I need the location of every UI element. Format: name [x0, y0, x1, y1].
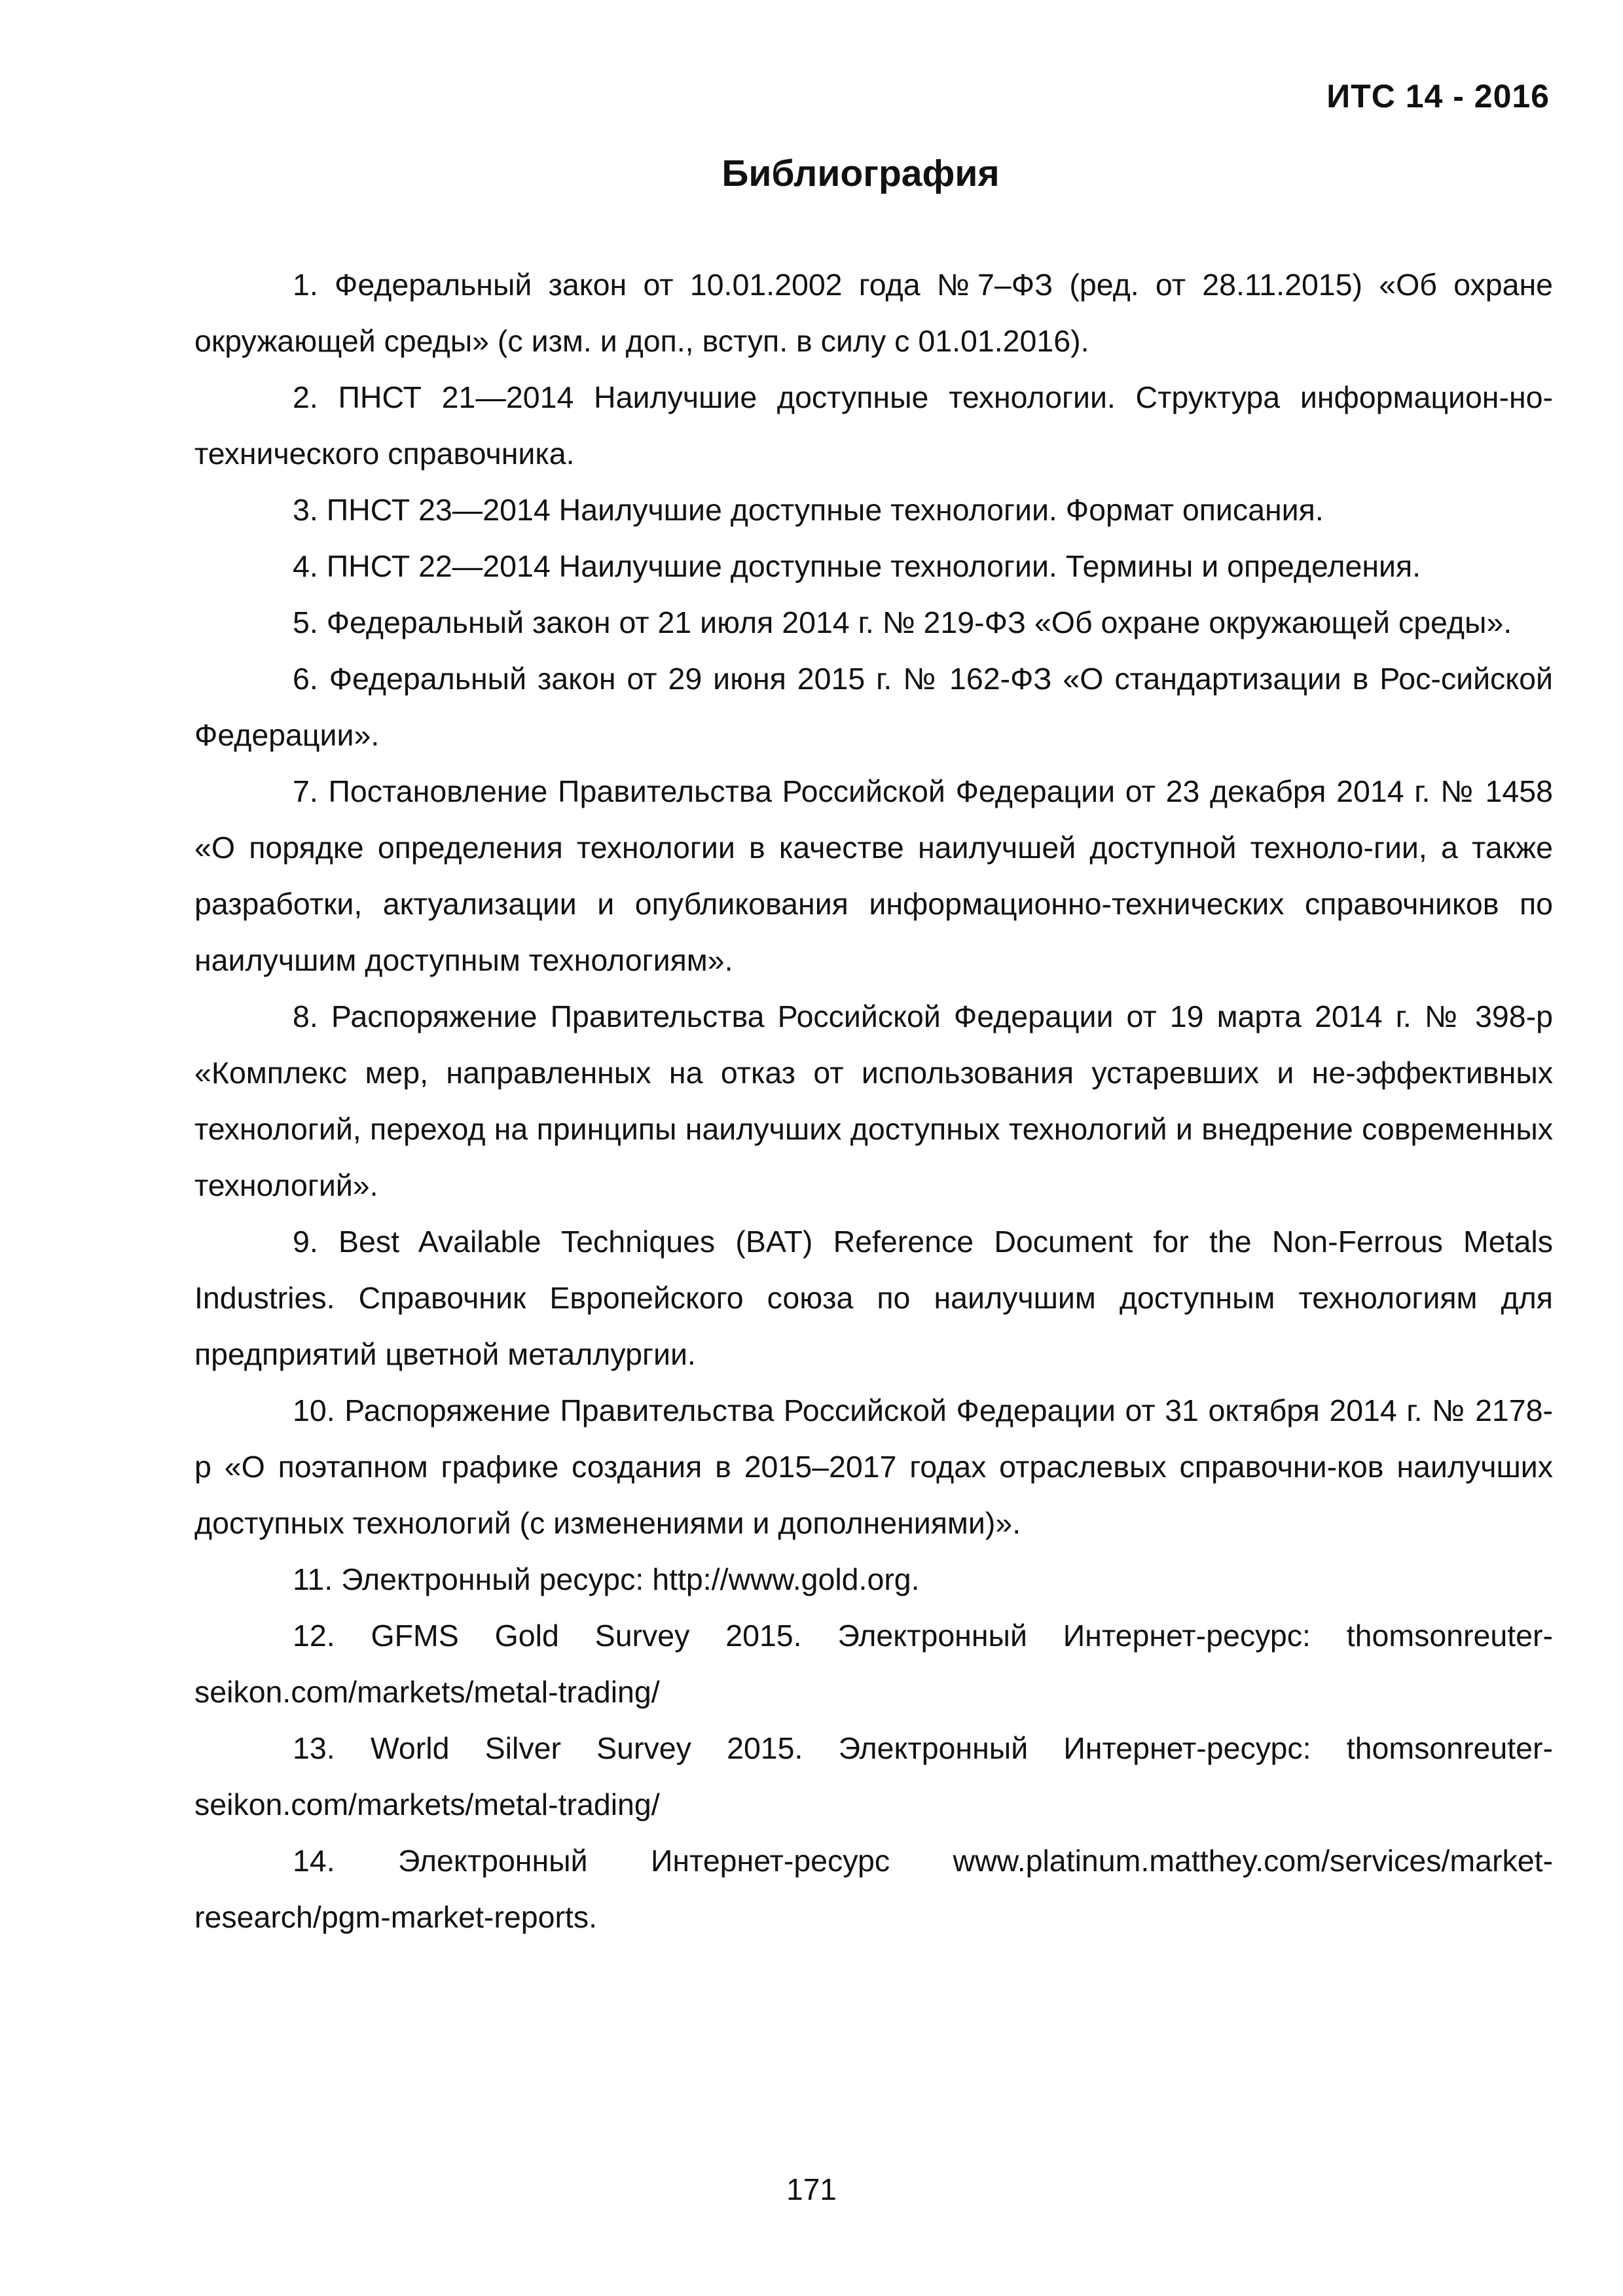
entry-number: 11. [293, 1562, 333, 1596]
entry-number: 1. [293, 268, 318, 302]
entry-text: Федеральный закон от 29 июня 2015 г. № 162-ФЗ «О стандартизации в Рос-сийской Федерации». [194, 662, 1554, 752]
page-title: Библиография [721, 152, 1000, 194]
entry-text: Федеральный закон от 10.01.2002 года №7–ФЗ (ред. от 28.11.2015) «Об охране окружающей среды» (с изм. и доп., вступ. в силу с 01.01.2016). [194, 268, 1554, 358]
bibliography-entry-7 [194, 763, 1553, 988]
bibliography-entry-2 [194, 369, 1553, 482]
entry-text: Федеральный закон от 21 июля 2014 г. № 219-ФЗ «Об охране окружающей среды». [326, 605, 1512, 639]
entry-number: 14. [293, 1844, 335, 1878]
bibliography-entry-9 [194, 1213, 1553, 1382]
bibliography-entry-1 [194, 257, 1553, 369]
entry-text: Постановление Правительства Российской Федерации от 23 декабря 2014 г. № 1458 «О порядке определения технологии в качестве наилучшей доступной техноло-гии, а также разработки, актуализации и опубликования информационно-технических справочников по наилучшим доступным технологиям». [194, 774, 1554, 977]
entry-text: Электронный ресурс: http://www.gold.org. [341, 1562, 920, 1596]
entry-number: 5. [293, 605, 318, 639]
entry-text: Best Available Techniques (BAT) Reference Document for the Non-Ferrous Metals Industries. Справочник Европейского союза по наилучшим доступным технологиям для предприятий цветной металлургии. [194, 1225, 1553, 1371]
bibliography-list [194, 257, 1553, 1945]
entry-text: ПНСТ 21—2014 Наилучшие доступные технологии. Структура информацион-но-технического справочника. [194, 380, 1553, 471]
bibliography-entry-13 [194, 1720, 1553, 1833]
bibliography-entry-5 [194, 594, 1553, 651]
entry-number: 6. [293, 662, 318, 696]
bibliography-entry-12 [194, 1607, 1553, 1720]
page-number: 171 [786, 2172, 837, 2206]
bibliography-entry-14 [194, 1833, 1553, 1945]
bibliography-entry-6 [194, 651, 1553, 763]
entry-number: 3. [293, 493, 318, 527]
entry-text: World Silver Survey 2015. Электронный Интернет-ресурс: thomsonreuter-seikon.com/markets/metal-trading/ [194, 1731, 1554, 1821]
entry-text: Распоряжение Правительства Российской Федерации от 31 октября 2014 г. № 2178-р «О поэтапном графике создания в 2015–2017 годах отраслевых справочни-ков наилучших доступных технологий (с изменениями и дополнениями)». [194, 1393, 1553, 1540]
entry-number: 10. [293, 1393, 335, 1427]
entry-number: 2. [293, 380, 318, 414]
entry-number: 9. [293, 1225, 318, 1259]
entry-number: 4. [293, 549, 318, 583]
entry-text: Электронный Интернет-ресурс www.platinum.matthey.com/services/market-research/pgm-market-reports. [194, 1844, 1553, 1934]
entry-text: Распоряжение Правительства Российской Федерации от 19 марта 2014 г. № 398-р «Комплекс мер, направленных на отказ от использования устаревших и не-эффективных технологий, переход на принципы наилучших доступных технологий и внедрение современных технологий». [194, 999, 1553, 1202]
bibliography-entry-11 [194, 1551, 1553, 1607]
bibliography-entry-3 [194, 482, 1553, 538]
bibliography-entry-10 [194, 1382, 1553, 1551]
entry-number: 12. [293, 1619, 335, 1653]
entry-number: 13. [293, 1731, 335, 1765]
document-code: ИТС 14 - 2016 [1326, 78, 1550, 115]
entry-text: ПНСТ 22—2014 Наилучшие доступные технологии. Термины и определения. [326, 549, 1421, 583]
bibliography-entry-4 [194, 538, 1553, 594]
bibliography-entry-8 [194, 988, 1553, 1213]
entry-number: 8. [293, 999, 318, 1033]
entry-text: GFMS Gold Survey 2015. Электронный Интернет-ресурс: thomsonreuter-seikon.com/markets/metal-trading/ [194, 1619, 1553, 1709]
entry-text: ПНСТ 23—2014 Наилучшие доступные технологии. Формат описания. [326, 493, 1324, 527]
entry-number: 7. [293, 774, 318, 808]
